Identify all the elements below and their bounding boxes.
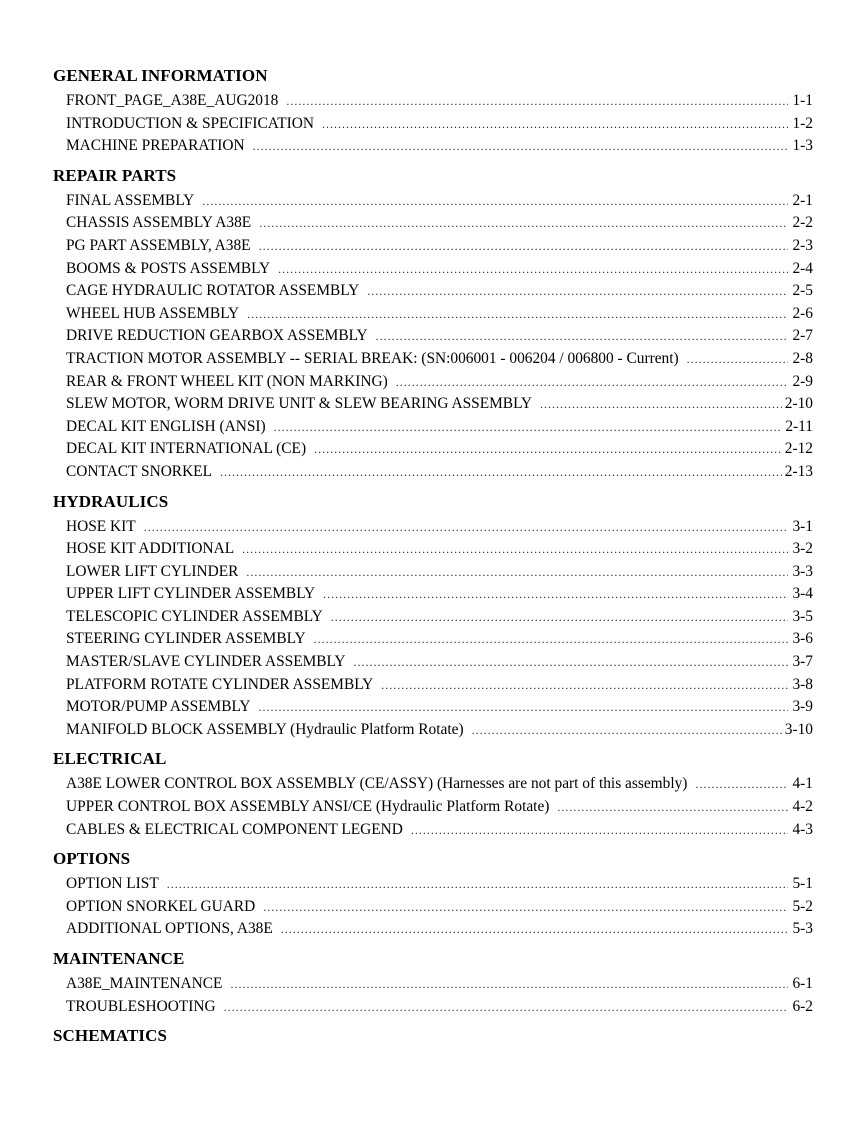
toc-entry-page-number: 3-5 (792, 607, 813, 625)
toc-entry-link[interactable] (53, 996, 813, 1019)
toc-entry-page-number: 2-3 (792, 236, 813, 254)
toc-entry-page-number: 3-8 (792, 675, 813, 693)
toc-entry-link[interactable] (53, 190, 813, 213)
section-title: GENERAL INFORMATION (53, 66, 268, 85)
toc-entry-link[interactable] (53, 348, 813, 371)
toc-entry-link[interactable] (53, 973, 813, 996)
toc-entry-link[interactable] (53, 438, 813, 461)
toc-entry-link[interactable] (53, 538, 813, 561)
dot-leader (274, 416, 783, 439)
toc-entry-page-number: 2-13 (784, 462, 813, 480)
toc-entry-link[interactable] (53, 796, 813, 819)
toc-entry-page-number: 4-1 (792, 775, 813, 793)
dot-leader (263, 896, 788, 919)
toc-entry-page-number: 2-2 (792, 214, 813, 232)
dot-leader (258, 696, 788, 719)
toc-entry-label: TROUBLESHOOTING (66, 997, 216, 1015)
toc-entry-label: A38E_MAINTENANCE (66, 975, 223, 992)
toc-entry-page-number: 2-11 (785, 417, 813, 435)
toc-entry-page-number: 2-12 (784, 440, 813, 458)
toc-entry-link[interactable] (53, 561, 813, 584)
toc-entry-page-number: 5-3 (792, 920, 813, 938)
toc-entry-label: PLATFORM ROTATE CYLINDER ASSEMBLY (66, 675, 374, 693)
toc-entry-label: LOWER LIFT CYLINDER (66, 562, 239, 580)
toc-entry-label: OPTION SNORKEL GUARD (66, 897, 256, 915)
toc-entry-link[interactable] (53, 113, 813, 136)
toc-entry-page-number: 3-1 (792, 517, 813, 535)
dot-leader (286, 90, 788, 113)
toc-entry-link[interactable] (53, 606, 813, 629)
toc-entry-link[interactable] (53, 393, 813, 416)
toc-entry-label: A38E LOWER CONTROL BOX ASSEMBLY (CE/ASSY) (Harnesses are not part of this assembly) (66, 775, 688, 793)
toc-entry-link[interactable] (53, 773, 813, 796)
toc-entry-label: DECAL KIT INTERNATIONAL (CE) (66, 440, 307, 458)
toc-entry-page-number: 3-4 (792, 585, 813, 603)
toc-entry-label: HOSE KIT (66, 517, 136, 535)
toc-entry-page-number: 3-6 (792, 630, 813, 648)
toc-entry-label: OPTION LIST (66, 875, 159, 893)
toc-section (53, 166, 813, 484)
toc-entry-label: CABLES & ELECTRICAL COMPONENT LEGEND (66, 820, 403, 838)
toc-entry-label: MACHINE PREPARATION (66, 137, 245, 155)
toc-entry-link[interactable] (53, 461, 813, 484)
dot-leader (259, 212, 788, 235)
dot-leader (230, 973, 788, 996)
toc-entry-link[interactable] (53, 371, 813, 394)
toc-section (53, 849, 813, 941)
toc-entry-link[interactable] (53, 873, 813, 896)
toc-entry-page-number: 6-2 (792, 997, 813, 1015)
toc-entry-label: FINAL ASSEMBLY (66, 191, 195, 209)
dot-leader (202, 190, 788, 213)
toc-entry-label: SLEW MOTOR, WORM DRIVE UNIT & SLEW BEARING ASSEMBLY (66, 395, 533, 413)
toc-entry-link[interactable] (53, 280, 813, 303)
dot-leader (381, 674, 788, 697)
dot-leader (314, 628, 788, 651)
toc-entry-page-number: 5-1 (792, 875, 813, 893)
dot-leader (687, 348, 788, 371)
toc-entry-page-number: 1-3 (792, 137, 813, 155)
toc-entry-page-number: 4-3 (792, 820, 813, 838)
toc-entry-label: BOOMS & POSTS ASSEMBLY (66, 259, 271, 277)
toc-entry-page-number: 3-10 (784, 720, 813, 738)
toc-section (53, 1026, 813, 1046)
toc-entry-label: DRIVE REDUCTION GEARBOX ASSEMBLY (66, 327, 368, 345)
dot-leader (695, 773, 788, 796)
toc-entry-page-number: 3-2 (792, 540, 813, 558)
toc-entry-label: TELESCOPIC CYLINDER ASSEMBLY (66, 607, 323, 625)
toc-entry-link[interactable] (53, 516, 813, 539)
toc-entry-link[interactable] (53, 325, 813, 348)
toc-entry-page-number: 2-7 (792, 327, 813, 345)
dot-leader (331, 606, 788, 629)
dot-leader (220, 461, 782, 484)
toc-entry-link[interactable] (53, 416, 813, 439)
dot-leader (253, 135, 788, 158)
toc-entry-page-number: 2-1 (792, 191, 813, 209)
toc-entry-link[interactable] (53, 212, 813, 235)
toc-section (53, 949, 813, 1018)
dot-leader (367, 280, 788, 303)
toc-entry-page-number: 1-1 (792, 92, 813, 109)
dot-leader (259, 235, 788, 258)
toc-entry-link[interactable] (53, 896, 813, 919)
section-title: HYDRAULICS (53, 491, 169, 511)
dot-leader (281, 918, 788, 941)
toc-section (53, 749, 813, 841)
section-title: OPTIONS (53, 849, 131, 869)
toc-entry-label: MOTOR/PUMP ASSEMBLY (66, 698, 251, 716)
dot-leader (247, 303, 788, 326)
toc-entry-label: HOSE KIT ADDITIONAL (66, 540, 235, 558)
dot-leader (224, 996, 788, 1019)
dot-leader (167, 873, 788, 896)
dot-leader (411, 819, 788, 842)
toc-entry-page-number: 5-2 (792, 897, 813, 915)
dot-leader (242, 538, 788, 561)
toc-entry-label: UPPER LIFT CYLINDER ASSEMBLY (66, 585, 316, 603)
toc-entry-page-number: 2-9 (792, 372, 813, 390)
toc-entry-label: DECAL KIT ENGLISH (ANSI) (66, 417, 266, 435)
toc-entry-page-number: 6-1 (792, 975, 813, 992)
toc-entry-link[interactable] (53, 628, 813, 651)
toc-entry-label: CAGE HYDRAULIC ROTATOR ASSEMBLY (66, 282, 360, 300)
toc-entry-link[interactable] (53, 918, 813, 941)
toc-entry-page-number: 2-10 (784, 395, 813, 413)
toc-entry-label: UPPER CONTROL BOX ASSEMBLY ANSI/CE (Hydraulic Platform Rotate) (66, 798, 550, 816)
dot-leader (396, 371, 788, 394)
toc-entry-page-number: 2-6 (792, 304, 813, 322)
toc-entry-label: TRACTION MOTOR ASSEMBLY -- SERIAL BREAK: (SN:006001 - 006204 / 006800 - Current) (66, 349, 679, 367)
toc-entry-page-number: 3-7 (792, 653, 813, 671)
dot-leader (540, 393, 782, 416)
section-title: MAINTENANCE (53, 949, 185, 968)
toc-entry-link[interactable] (53, 90, 813, 113)
dot-leader (472, 719, 782, 742)
toc-entry-link[interactable] (53, 135, 813, 158)
toc-entry-label: REAR & FRONT WHEEL KIT (NON MARKING) (66, 372, 388, 390)
toc-section (53, 492, 813, 742)
dot-leader (323, 583, 788, 606)
section-title: REPAIR PARTS (53, 165, 177, 185)
toc-entry-label: CHASSIS ASSEMBLY A38E (66, 214, 252, 232)
toc-entry-link[interactable] (53, 583, 813, 606)
toc-section (53, 66, 813, 158)
toc-entry-label: FRONT_PAGE_A38E_AUG2018 (66, 92, 279, 109)
toc-entry-page-number: 2-5 (792, 282, 813, 300)
toc-entry-label: MASTER/SLAVE CYLINDER ASSEMBLY (66, 653, 346, 671)
table-of-contents (53, 66, 813, 1054)
toc-entry-label: CONTACT SNORKEL (66, 462, 212, 480)
toc-entry-page-number: 1-2 (792, 114, 813, 132)
toc-entry-link[interactable] (53, 696, 813, 719)
dot-leader (278, 258, 788, 281)
dot-leader (557, 796, 788, 819)
toc-entry-link[interactable] (53, 674, 813, 697)
toc-entry-link[interactable] (53, 258, 813, 281)
toc-entry-link[interactable] (53, 303, 813, 326)
toc-entry-link[interactable] (53, 651, 813, 674)
toc-entry-label: WHEEL HUB ASSEMBLY (66, 304, 240, 322)
dot-leader (314, 438, 782, 461)
toc-entry-link[interactable] (53, 819, 813, 842)
dot-leader (246, 561, 788, 584)
toc-entry-link[interactable] (53, 235, 813, 258)
dot-leader (322, 113, 788, 136)
toc-entry-link[interactable] (53, 719, 813, 742)
toc-entry-label: INTRODUCTION & SPECIFICATION (66, 114, 314, 132)
dot-leader (376, 325, 788, 348)
toc-entry-page-number: 2-8 (792, 349, 813, 367)
toc-entry-page-number: 2-4 (792, 259, 813, 277)
dot-leader (354, 651, 788, 674)
section-title: SCHEMATICS (53, 1026, 168, 1046)
toc-entry-label: PG PART ASSEMBLY, A38E (66, 236, 251, 254)
toc-entry-page-number: 3-9 (792, 698, 813, 716)
dot-leader (144, 516, 788, 539)
toc-entry-label: STEERING CYLINDER ASSEMBLY (66, 630, 306, 648)
toc-entry-label: ADDITIONAL OPTIONS, A38E (66, 920, 273, 938)
toc-entry-page-number: 3-3 (792, 562, 813, 580)
toc-entry-page-number: 4-2 (792, 798, 813, 816)
toc-entry-label: MANIFOLD BLOCK ASSEMBLY (Hydraulic Platform Rotate) (66, 720, 464, 738)
section-title: ELECTRICAL (53, 749, 167, 769)
